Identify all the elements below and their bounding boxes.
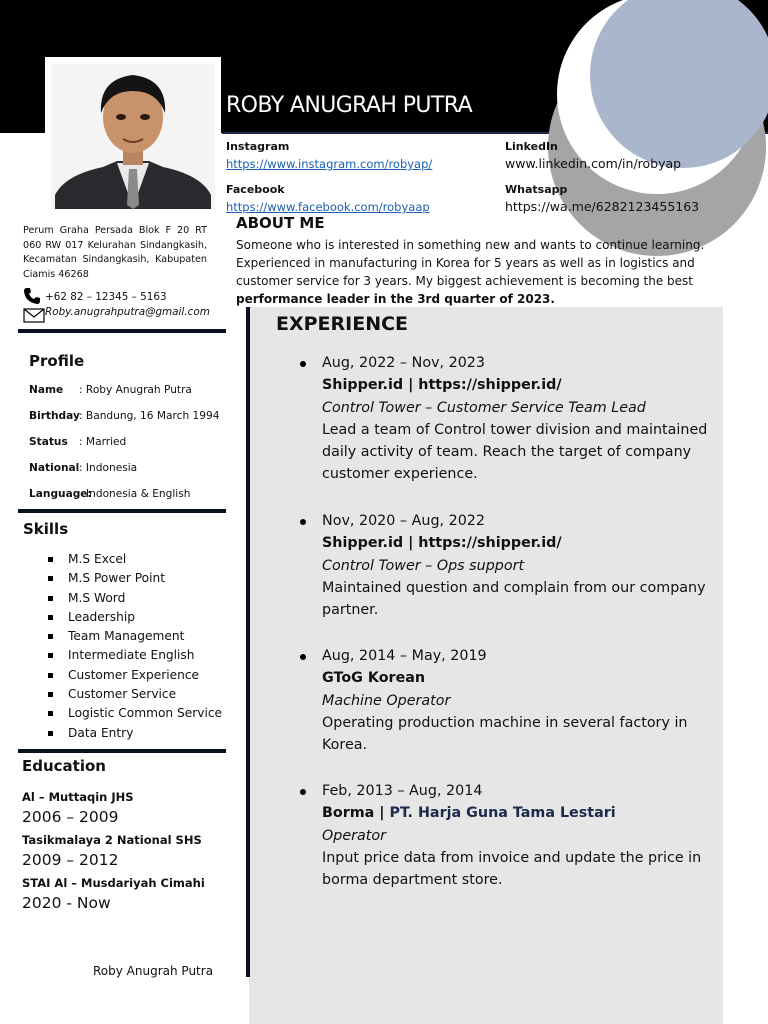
job-description: Lead a team of Control tower division and maintained daily activity of team. Reach the target of company customer experience. [322,421,708,483]
profile-value: : Indonesia [79,462,138,474]
skill-label: Team Management [68,629,185,644]
skill-label: Customer Experience [68,667,200,682]
skill-item [46,646,222,665]
job-period: Aug, 2014 – May, 2019 [322,648,487,664]
education-school: Al – Muttaqin JHS [22,790,134,804]
profile-key: Name [29,384,64,396]
instagram-link[interactable]: https://www.instagram.com/robyap/ [226,157,433,171]
bullet-icon [48,731,53,736]
address: Perum Graha Persada Blok F 20 RT 060 RW 017 Kelurahan Sindangkasih, Kecamatan Sindangkasih, Kabupaten Ciamis 46268 [23,225,207,280]
bullet-icon [48,615,53,620]
job-employer [322,667,720,689]
bullet-icon [300,519,306,525]
skill-item [46,704,222,723]
resume-name: ROBY ANUGRAH PUTRA [226,93,473,118]
education-years: 2009 – 2012 [22,851,119,869]
divider [18,749,226,753]
job-employer [322,374,720,396]
profile-row [29,462,137,474]
profile-photo [45,57,221,211]
whatsapp-link[interactable]: https://wa.me/6282123455163 [505,199,700,214]
bullet-icon [300,789,306,795]
profile-key: Birthday [29,410,80,422]
job-period: Nov, 2020 – Aug, 2022 [322,513,486,529]
job-description: Maintained question and complain from our company partner. [322,579,706,619]
bullet-icon [300,361,306,367]
employer-name: Shipper.id | https://shipper.id/ [322,535,562,552]
vertical-divider [246,307,250,977]
profile-key: Status [29,436,68,448]
skills-list [46,550,222,743]
linkedin-link[interactable]: www.linkedin.com/in/robyap [505,156,682,171]
profile-value: Indonesia & English [86,488,191,500]
profile-key: National [29,462,80,474]
experience-item [300,510,720,621]
bullet-icon [48,711,53,716]
profile-title: Profile [29,352,85,370]
profile-value: : Married [79,436,127,448]
job-employer [322,532,720,554]
about-text-main: Someone who is interested in something new and wants to continue learning. Experienced in manufacturing in Korea for 5 years as well as in logistics and customer service for 3 years. My biggest achievement is becoming the best [236,238,705,288]
education-years: 2020 - Now [22,894,111,912]
about-text-highlight: performance leader in the 3rd quarter of 2023. [236,292,555,306]
experience-item [300,645,720,756]
job-period: Aug, 2022 – Nov, 2023 [322,355,486,371]
skill-item [46,589,222,608]
skill-label: Data Entry [68,725,134,740]
instagram-label: Instagram [226,140,290,153]
profile-value: : Bandung, 16 March 1994 [79,410,220,422]
education-years: 2006 – 2009 [22,808,119,826]
skill-item [46,608,222,627]
phone-number: +62 82 – 12345 – 5163 [45,291,167,303]
bullet-icon [48,576,53,581]
skill-item [46,569,222,588]
profile-row [29,436,126,448]
skill-item [46,550,222,569]
skill-label: Leadership [68,609,135,624]
profile-value: : Roby Anugrah Putra [79,384,192,396]
profile-row [29,384,192,396]
about-title: ABOUT ME [236,214,325,232]
person-photo-icon [45,57,221,211]
bullet-icon [48,673,53,678]
skill-item [46,724,222,743]
skill-label: M.S Word [68,590,126,605]
bullet-icon [48,634,53,639]
bullet-icon [48,557,53,562]
bullet-icon [48,653,53,658]
experience-title: EXPERIENCE [276,313,409,335]
divider [18,329,226,333]
footer-name: Roby Anugrah Putra [93,964,214,978]
employer-name: Borma | [322,805,390,822]
job-period: Feb, 2013 – Aug, 2014 [322,783,483,799]
profile-row [29,410,220,422]
whatsapp-label: Whatsapp [505,183,568,196]
skill-label: Customer Service [68,687,177,702]
phone-icon [23,287,41,309]
employer-subname: PT. Harja Guna Tama Lestari [389,805,616,822]
education-school: Tasikmalaya 2 National SHS [22,833,202,847]
job-role: Operator [322,827,386,844]
employer-name: GToG Korean [322,670,426,687]
experience-item [300,780,720,891]
job-role: Machine Operator [322,692,451,709]
facebook-link[interactable]: https://www.facebook.com/robyaap [226,200,430,214]
profile-row [29,488,190,500]
bullet-icon [300,654,306,660]
employer-name: Shipper.id | https://shipper.id/ [322,377,562,394]
bullet-icon [48,596,53,601]
education-school: STAI Al – Musdariyah Cimahi [22,876,205,890]
skill-item [46,627,222,646]
skill-label: M.S Power Point [68,571,165,586]
about-text [236,236,706,308]
job-employer [322,802,720,824]
skill-item [46,685,222,704]
email-address[interactable]: Roby.anugrahputra@gmail.com [45,306,210,318]
skill-label: M.S Excel [68,552,127,566]
bullet-icon [48,692,53,697]
profile-key: Language: [29,488,92,500]
mail-icon [23,308,45,327]
skill-label: Logistic Common Service [68,706,223,721]
skills-title: Skills [23,520,69,538]
experience-item [300,352,720,486]
skill-item [46,666,222,685]
job-role: Control Tower – Customer Service Team Lead [322,399,646,416]
job-description: Input price data from invoice and update the price in borma department store. [322,849,702,889]
job-description: Operating production machine in several factory in Korea. [322,714,688,754]
facebook-label: Facebook [226,183,285,196]
divider [18,509,226,513]
linkedin-label: LinkedIn [505,140,558,153]
skill-label: Intermediate English [68,648,195,663]
education-title: Education [22,757,106,775]
job-role: Control Tower – Ops support [322,557,525,574]
